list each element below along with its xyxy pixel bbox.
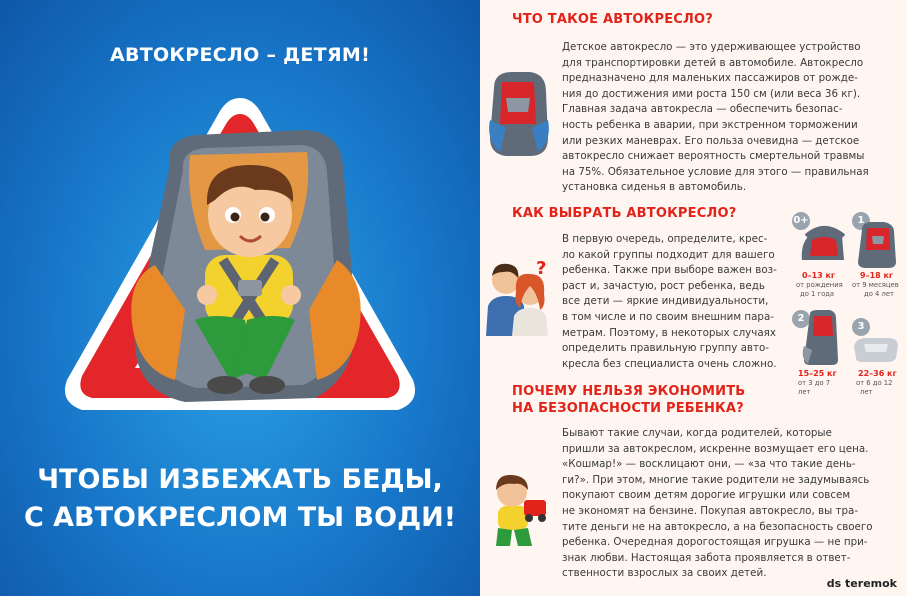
slogan-line-2: С АВТОКРЕСЛОМ ТЫ ВОДИ! (23, 502, 457, 533)
group-age-line1: от рождения (796, 281, 843, 289)
child-in-car-seat-illustration (55, 80, 425, 445)
group-badge: 1 (852, 212, 870, 230)
group-age-line2: до 1 года (800, 290, 835, 298)
slogan-line-1: ЧТОБЫ ИЗБЕЖАТЬ БЕДЫ, (37, 464, 443, 495)
car-seat-icon (484, 68, 556, 160)
section1-text: Детское автокресло — это удерживающее устройство для транспортировки детей в автомобиле. Автокресло предназначено для маленьких пассажиров от рожде- ния до достижения ими роста 150 см (или веса 36 кг). Главная задача автокресла — обеспечить безопас- ность ребенка в аварии, при экстренном торможении или резких маневрах. Его польза очевидна — детское автокресло снижает вероятность смертельной травмы на 75%. Обязательное условие для этого — правильная установка сиденья в автомобиль. (562, 41, 869, 194)
group-age-line1: от 9 месяцев (852, 281, 899, 289)
confused-parents-icon (482, 258, 556, 336)
section-title-what-is-car-seat: ЧТО ТАКОЕ АВТОКРЕСЛО? (512, 12, 714, 27)
toddler-seat-icon (854, 220, 900, 270)
group-weight-range: 9–18 кг (860, 271, 894, 280)
watermark: ds teremok (826, 577, 897, 590)
svg-text:?: ? (536, 258, 547, 279)
group-age-line1: от 3 до 7 (798, 379, 831, 387)
group-weight-range: 15–25 кг (798, 369, 837, 378)
group-age-line2: до 4 лет (864, 290, 894, 298)
booster-highback-icon (798, 310, 844, 366)
group-weight-range: 0–13 кг (802, 271, 836, 280)
section-title-why-not-save-line1: ПОЧЕМУ НЕЛЬЗЯ ЭКОНОМИТЬ (512, 384, 746, 399)
group-age-line2: лет (860, 388, 873, 396)
group-badge: 2 (792, 310, 810, 328)
group-age-line1: от 6 до 12 (856, 379, 893, 387)
section-title-how-to-choose: КАК ВЫБРАТЬ АВТОКРЕСЛО? (512, 206, 737, 221)
group-badge: 3 (852, 318, 870, 336)
right-info-panel (480, 0, 907, 596)
child-with-toy-icon (484, 470, 554, 550)
poster-title: АВТОКРЕСЛО – ДЕТЯМ! (109, 44, 371, 66)
section3-text: Бывают такие случаи, когда родителей, которые пришли за автокреслом, искренне возмущает его цена. «Кошмар!» — восклицают они, — «за что такие день- ги?». При этом, многие такие родители не задумываясь покупают своим детям дорогие игрушки или совсем не экономят на бензине. Покупая автокресло, вы тра- тите деньги не на автокресло, а на безопасность своего ребенка. Очередная дорогостоящая игрушка — не при- знак любви. Настоящая забота проявляется в ответ- ственности взрослых за своих детей. (562, 427, 873, 580)
group-badge: 0+ (792, 212, 810, 230)
group-age-line2: лет (798, 388, 811, 396)
booster-cushion-icon (850, 334, 902, 364)
section-title-why-not-save-line2: НА БЕЗОПАСНОСТИ РЕБЕНКА? (512, 401, 744, 416)
infant-carrier-icon (798, 222, 848, 268)
section2-text: В первую очередь, определите, крес- ло какой группы подходит для вашего ребенка. Также при выборе важен воз- раст и, зачастую, рост ребенка, ведь все дети — яркие индивидуальности, в том числе и по своим внешним пара- метрам. Поэтому, в некоторых случаях определить правильную группу авто- кресла без специалиста очень сложно. (562, 233, 777, 370)
group-weight-range: 22–36 кг (858, 369, 897, 378)
